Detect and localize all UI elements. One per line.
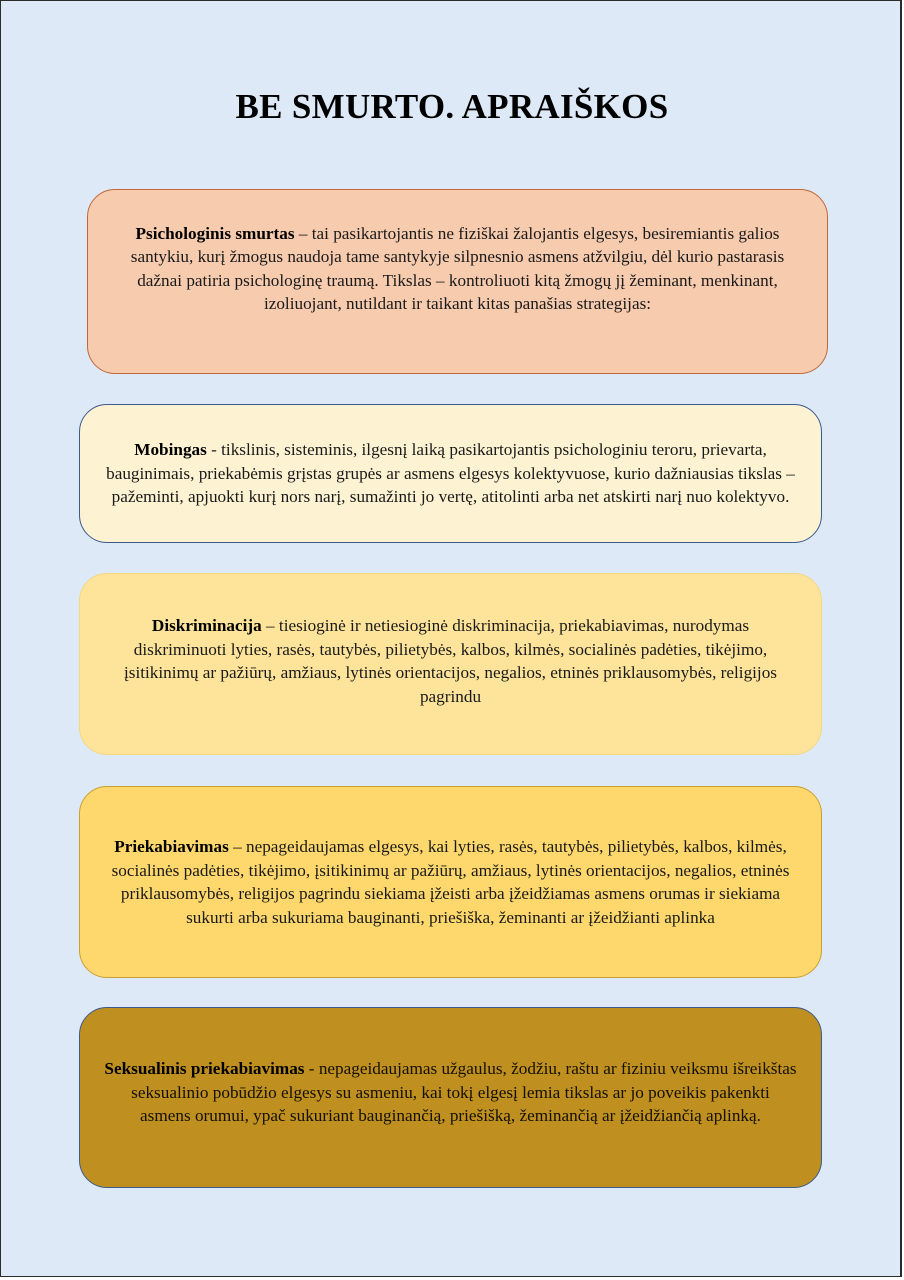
- discrimination-text: – tiesioginė ir netiesioginė diskriminacija, priekabiavimas, nurodymas diskriminuoti lyties, rasės, tautybės, pilietybės, kalbos, kilmės, socialinės padėties, tikėjimo, įsitikinimų ar pažiūrų, amžiaus, lytinės orientacijos, negalios, etninės priklausomybės, religijos pagrindu: [124, 616, 777, 706]
- psychological-violence-paragraph: [112, 222, 803, 316]
- sexual-harassment-box: [79, 1007, 822, 1188]
- sexual-harassment-paragraph: [104, 1057, 797, 1128]
- discrimination-term: Diskriminacija: [151, 616, 262, 635]
- psychological-violence-box: [87, 189, 828, 374]
- harassment-paragraph: [104, 835, 797, 929]
- psychological-violence-term: Psichologinis smurtas: [135, 223, 295, 243]
- psychological-violence-text: – tai pasikartojantis ne fiziškai žalojantis elgesys, besiremiantis galios santykiu, kurį žmogus naudoja tame santykyje silpnesnio asmens atžvilgiu, dėl kurio pastarasis dažnai patiria psichologinę traumą. Tikslas – kontroliuoti kitą žmogų jį žeminant, menkinant, izoliuojant, nutildant ir taikant kitas panašias strategijas:: [130, 223, 785, 313]
- harassment-term: Priekabiavimas: [114, 837, 229, 856]
- discrimination-box: [79, 573, 822, 755]
- mobbing-box: [79, 404, 822, 543]
- discrimination-paragraph: [104, 614, 797, 708]
- mobbing-text: - tikslinis, sisteminis, ilgesnį laiką pasikartojantis psichologiniu teroru, prievarta, bauginimais, priekabėmis grįstas grupės ar asmens elgesys kolektyvuose, kurio dažniausias tikslas – pažeminti, apjuokti kurį nors narį, sumažinti jo vertę, atitolinti arba net atskirti narį nuo kolektyvo.: [106, 440, 795, 507]
- harassment-text: – nepageidaujamas elgesys, kai lyties, rasės, tautybės, pilietybės, kalbos, kilmės, socialinės padėties, tikėjimo, įsitikinimų ar pažiūrų, amžiaus, lytinės orientacijos, negalios, etninės priklausomybės, religijos pagrindu siekiama įžeisti arba įžeidžiamas asmens orumas ir siekiama sukurti arba sukuriama bauginanti, priešiška, žeminanti ar įžeidžianti aplinka: [111, 837, 790, 927]
- mobbing-term: Mobingas: [134, 440, 207, 460]
- page-title: BE SMURTO. APRAIŠKOS: [235, 87, 669, 126]
- mobbing-paragraph: [104, 438, 797, 509]
- harassment-box: [79, 786, 822, 978]
- sexual-harassment-text: - nepageidaujamas užgaulus, žodžiu, raštu ar fiziniu veiksmu išreikštas seksualinio pobūdžio elgesys su asmeniu, kai tokį elgesį lemia tikslas ar jo poveikis pakenkti asmens orumui, ypač sukuriant bauginančią, priešišką, žeminančią ar įžeidžiančią aplinką.: [131, 1059, 797, 1126]
- sexual-harassment-term: Seksualinis priekabiavimas: [104, 1059, 305, 1079]
